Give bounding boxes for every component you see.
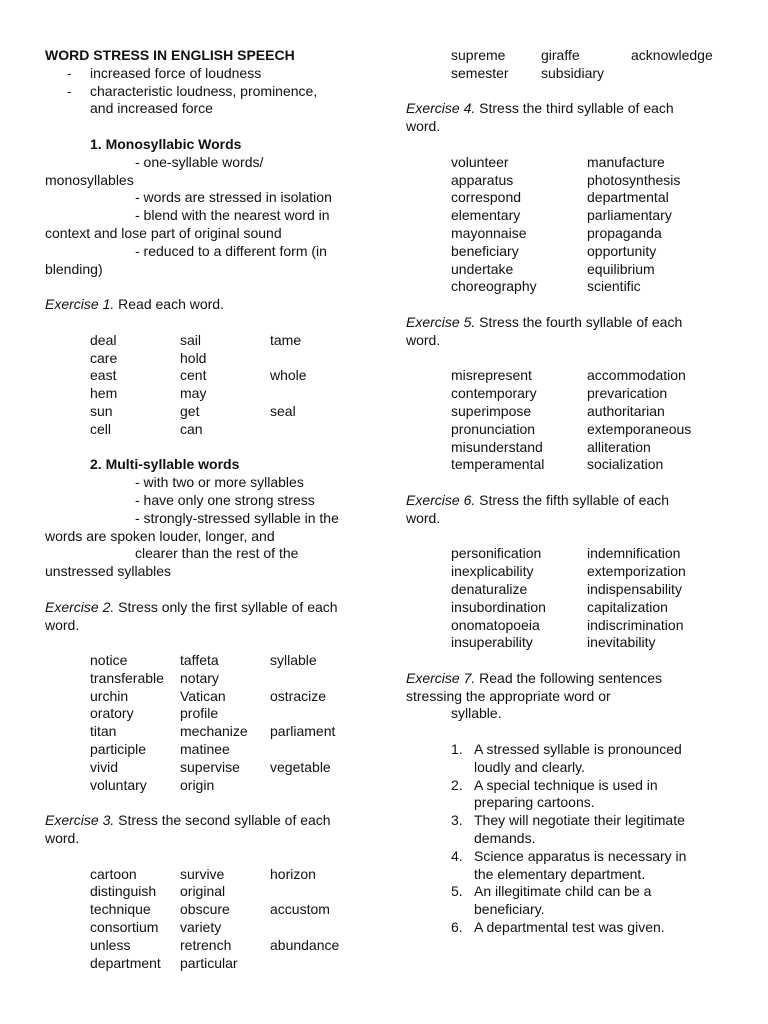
word-cell: insuperability — [451, 634, 533, 651]
word-cell: onomatopoeia — [451, 616, 540, 633]
exercise-5-instruction-cont: word. — [406, 331, 441, 348]
section-line: blending) — [45, 260, 103, 277]
exercise-label: Exercise 6. — [406, 491, 476, 508]
word-cell: authoritarian — [587, 402, 665, 419]
word-cell: indispensability — [587, 580, 682, 597]
word-cell: manufacture — [587, 153, 665, 170]
word-cell: socialization — [587, 456, 664, 473]
word-cell: parliament — [270, 723, 336, 740]
word-cell: prevarication — [587, 385, 668, 402]
word-cell: notice — [90, 652, 128, 669]
word-cell: abundance — [270, 936, 340, 953]
table-row — [451, 599, 723, 617]
right-column — [406, 47, 736, 937]
table-row — [451, 278, 723, 296]
intro-bullet — [45, 83, 375, 119]
table-row — [90, 332, 360, 350]
table-row — [90, 919, 360, 937]
exercise-4-instruction: Exercise 4. Stress the third syllable of each — [406, 100, 674, 117]
document-title: WORD STRESS IN ENGLISH SPEECH — [45, 47, 295, 63]
table-row — [90, 741, 360, 759]
word-cell: hold — [180, 349, 207, 366]
word-cell: cartoon — [90, 865, 137, 882]
exercise-3-word-list-continued — [451, 47, 721, 83]
word-cell — [270, 350, 360, 368]
word-cell: particular — [180, 954, 238, 971]
table-row — [451, 261, 723, 279]
section-line: - have only one strong stress — [135, 491, 315, 508]
table-row — [90, 777, 360, 795]
word-cell: may — [180, 385, 207, 402]
word-cell: department — [90, 954, 161, 971]
bullet-mark: - — [67, 82, 72, 99]
word-cell: indemnification — [587, 545, 681, 562]
word-cell: alliteration — [587, 438, 651, 455]
word-cell: tame — [270, 331, 302, 348]
word-cell: accustom — [270, 901, 330, 918]
word-cell: voluntary — [90, 776, 147, 793]
exercise-4-word-list — [451, 154, 723, 296]
table-row — [451, 65, 721, 83]
exercise-3-instruction-cont: word. — [45, 830, 80, 847]
word-cell: personification — [451, 545, 542, 562]
table-row — [451, 617, 723, 635]
word-cell: distinguish — [90, 883, 157, 900]
word-cell: east — [90, 367, 117, 384]
exercise-7-sentence-list — [406, 741, 736, 937]
word-cell: extemporization — [587, 563, 686, 580]
word-cell: capitalization — [587, 598, 668, 615]
table-row — [451, 456, 723, 474]
word-cell: hem — [90, 385, 118, 402]
word-cell: Vatican — [180, 687, 226, 704]
word-cell: insubordination — [451, 598, 546, 615]
word-cell: inevitability — [587, 634, 656, 651]
table-row — [451, 172, 723, 190]
table-row — [90, 670, 360, 688]
word-cell: misrepresent — [451, 367, 532, 384]
list-item: 3. They will negotiate their legitimate demands. — [451, 812, 685, 847]
word-cell — [631, 65, 721, 83]
word-cell: sail — [180, 331, 202, 348]
word-cell: cell — [90, 420, 112, 437]
word-cell: whole — [270, 367, 307, 384]
exercise-5-word-list — [451, 367, 723, 474]
word-cell: acknowledge — [631, 47, 713, 63]
word-cell: horizon — [270, 865, 316, 882]
table-row — [90, 367, 360, 385]
word-cell: semester — [451, 64, 509, 81]
section-line: monosyllables — [45, 171, 134, 188]
word-cell: apparatus — [451, 171, 514, 188]
table-row — [451, 154, 723, 172]
word-cell — [270, 741, 360, 759]
bullet-text: characteristic loudness, prominence, — [90, 82, 318, 99]
word-cell: seal — [270, 402, 296, 419]
word-cell: get — [180, 402, 200, 419]
exercise-6-word-list — [451, 545, 723, 652]
section-line: - blend with the nearest word in — [135, 207, 330, 224]
word-cell: care — [90, 349, 118, 366]
table-row — [451, 47, 721, 65]
word-cell: vivid — [90, 758, 119, 775]
exercise-2-instruction: Exercise 2. Stress only the first syllable of each — [45, 598, 338, 615]
word-cell: original — [180, 883, 226, 900]
word-cell: participle — [90, 741, 147, 758]
word-cell: choreography — [451, 278, 537, 295]
section-line: unstressed syllables — [45, 563, 172, 580]
word-cell: survive — [180, 865, 225, 882]
table-row — [90, 883, 360, 901]
word-cell: obscure — [180, 901, 230, 918]
word-cell: indiscrimination — [587, 616, 684, 633]
table-row — [90, 385, 360, 403]
section-line: - words are stressed in isolation — [135, 189, 332, 206]
exercise-3-instruction: Exercise 3. Stress the second syllable of each — [45, 812, 331, 829]
section-line: - one-syllable words/ — [135, 153, 264, 170]
table-row — [90, 759, 360, 777]
word-cell: urchin — [90, 687, 129, 704]
word-cell: origin — [180, 776, 215, 793]
word-cell: mayonnaise — [451, 224, 527, 241]
list-item: 1. A stressed syllable is pronounced loudly and clearly. — [451, 741, 682, 775]
word-cell: syllable — [270, 652, 317, 669]
word-cell: departmental — [587, 189, 669, 206]
section-heading-multisyllable: 2. Multi-syllable words — [90, 456, 240, 473]
exercise-label: Exercise 7. — [406, 669, 476, 686]
table-row — [451, 563, 723, 581]
table-row — [451, 439, 723, 457]
table-row — [451, 189, 723, 207]
exercise-7-instruction: Exercise 7. Read the following sentences — [406, 669, 663, 686]
word-cell — [270, 919, 360, 937]
bullet-text: increased force of loudness — [90, 64, 262, 81]
exercise-7-instruction-cont: stressing the appropriate word or — [406, 687, 611, 704]
table-row — [90, 652, 360, 670]
section-line: - with two or more syllables — [135, 474, 304, 491]
word-cell: photosynthesis — [587, 171, 681, 188]
exercise-2-instruction-cont: word. — [45, 616, 80, 633]
bullet-mark: - — [67, 64, 72, 81]
word-cell: equilibrium — [587, 260, 655, 277]
list-item: 2. A special technique is used in preparing cartoons. — [451, 776, 658, 811]
exercise-5-instruction: Exercise 5. Stress the fourth syllable of each — [406, 313, 683, 330]
word-cell: correspond — [451, 189, 522, 206]
word-cell — [270, 955, 360, 973]
word-cell: contemporary — [451, 385, 537, 402]
list-item: 6. A departmental test was given. — [451, 919, 665, 936]
table-row — [90, 937, 360, 955]
word-cell: sun — [90, 402, 113, 419]
section-heading-monosyllabic: 1. Monosyllabic Words — [90, 135, 242, 152]
exercise-6-instruction: Exercise 6. Stress the fifth syllable of each — [406, 491, 670, 508]
table-row — [451, 403, 723, 421]
word-cell — [270, 670, 360, 688]
bullet-text: and increased force — [90, 100, 213, 117]
word-cell: can — [180, 420, 203, 437]
word-cell — [270, 883, 360, 901]
word-cell: titan — [90, 723, 117, 740]
exercise-label: Exercise 5. — [406, 313, 476, 330]
word-cell: elementary — [451, 207, 521, 224]
word-cell: subsidiary — [541, 64, 605, 81]
word-cell — [270, 777, 360, 795]
table-row — [90, 403, 360, 421]
exercise-label: Exercise 1. — [45, 296, 115, 313]
exercise-label: Exercise 2. — [45, 598, 115, 615]
exercise-2-word-list — [90, 652, 360, 794]
word-cell: parliamentary — [587, 207, 672, 224]
word-cell: giraffe — [541, 47, 580, 63]
table-row — [90, 350, 360, 368]
word-cell: pronunciation — [451, 420, 536, 437]
word-cell — [270, 705, 360, 723]
word-cell: variety — [180, 919, 222, 936]
word-cell: technique — [90, 901, 151, 918]
word-cell: cent — [180, 367, 207, 384]
table-row — [90, 421, 360, 439]
word-cell: transferable — [90, 669, 164, 686]
table-row — [451, 421, 723, 439]
word-cell — [270, 385, 360, 403]
word-cell: supreme — [451, 47, 506, 63]
word-cell: opportunity — [587, 242, 657, 259]
word-cell: retrench — [180, 936, 232, 953]
exercise-1-word-list — [90, 332, 360, 439]
word-cell: undertake — [451, 260, 514, 277]
exercise-1-instruction: Exercise 1. Read each word. — [45, 296, 224, 313]
word-cell — [270, 421, 360, 439]
table-row — [90, 723, 360, 741]
word-cell: beneficiary — [451, 242, 519, 259]
exercise-6-instruction-cont: word. — [406, 509, 441, 526]
table-row — [451, 225, 723, 243]
word-cell: superimpose — [451, 402, 532, 419]
section-line: words are spoken louder, longer, and — [45, 527, 275, 544]
word-cell: denaturalize — [451, 580, 528, 597]
word-cell: profile — [180, 705, 219, 722]
word-cell: volunteer — [451, 153, 509, 170]
table-row — [451, 581, 723, 599]
table-row — [90, 955, 360, 973]
table-row — [451, 634, 723, 652]
word-cell: vegetable — [270, 758, 331, 775]
table-row — [451, 367, 723, 385]
table-row — [90, 705, 360, 723]
word-cell: temperamental — [451, 456, 545, 473]
table-row — [451, 243, 723, 261]
word-cell: inexplicability — [451, 563, 534, 580]
section-line: - reduced to a different form (in — [135, 242, 327, 259]
section-line: clearer than the rest of the — [135, 545, 299, 562]
table-row — [90, 866, 360, 884]
word-cell: ostracize — [270, 687, 327, 704]
word-cell: propaganda — [587, 224, 662, 241]
table-row — [451, 207, 723, 225]
left-column — [45, 47, 375, 972]
section-line: - strongly-stressed syllable in the — [135, 509, 339, 526]
intro-bullet — [45, 65, 375, 83]
word-cell: oratory — [90, 705, 134, 722]
word-cell: notary — [180, 669, 219, 686]
word-cell: misunderstand — [451, 438, 543, 455]
table-row — [451, 385, 723, 403]
list-item: 5. An illegitimate child can be a beneficiary. — [451, 883, 652, 918]
exercise-7-instruction-cont: syllable. — [451, 705, 502, 722]
word-cell: consortium — [90, 919, 159, 936]
exercise-4-instruction-cont: word. — [406, 118, 441, 135]
word-cell: mechanize — [180, 723, 248, 740]
word-cell: extemporaneous — [587, 420, 692, 437]
section-line: context and lose part of original sound — [45, 224, 282, 241]
table-row — [90, 688, 360, 706]
table-row — [90, 901, 360, 919]
word-cell: taffeta — [180, 652, 219, 669]
table-row — [451, 545, 723, 563]
exercise-label: Exercise 4. — [406, 100, 476, 117]
exercise-3-word-list — [90, 866, 360, 973]
list-item: 4. Science apparatus is necessary in the elementary department. — [451, 847, 687, 882]
word-cell: supervise — [180, 758, 240, 775]
word-cell: matinee — [180, 741, 230, 758]
word-cell: scientific — [587, 278, 641, 295]
word-cell: unless — [90, 936, 131, 953]
exercise-label: Exercise 3. — [45, 812, 115, 829]
word-cell: deal — [90, 331, 117, 348]
word-cell: accommodation — [587, 367, 686, 384]
